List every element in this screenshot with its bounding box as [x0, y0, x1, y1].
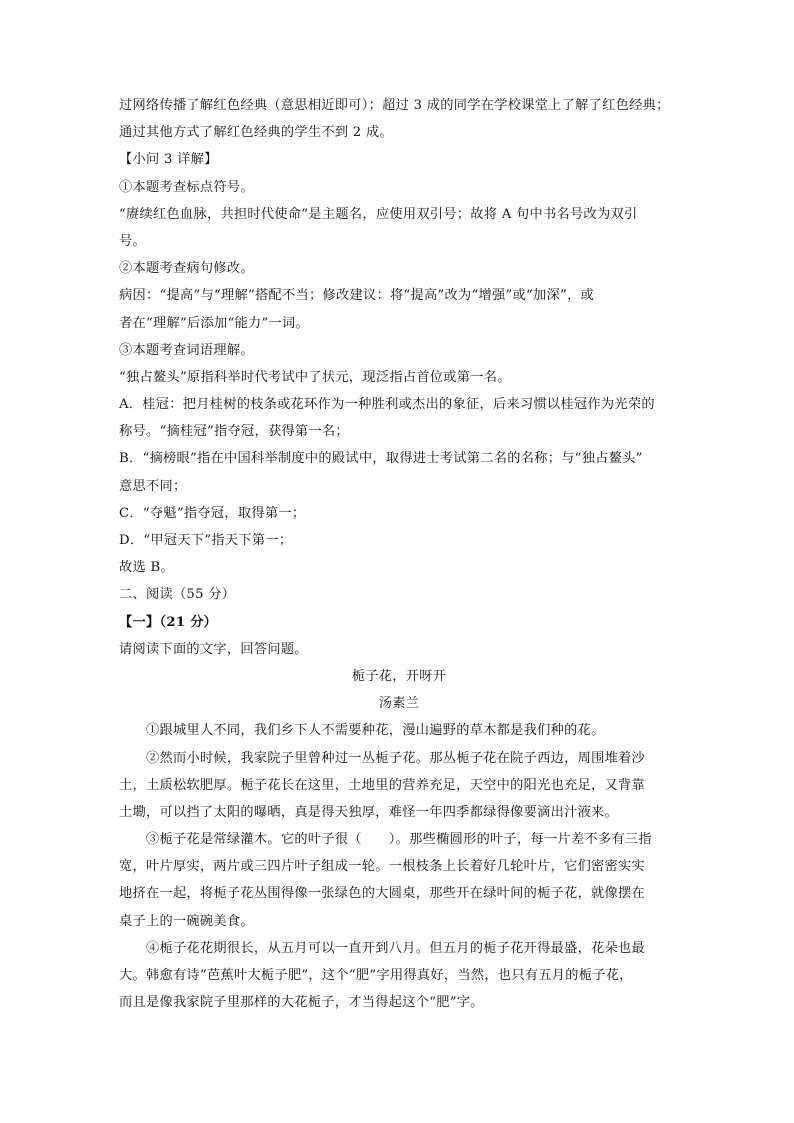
article-paragraph-line: 土墈，可以挡了太阳的曝晒，真是得天独厚，难怪一年四季都绿得像要滴出汁液来。	[119, 804, 619, 820]
answer-text-line: ③本题考查词语理解。	[119, 342, 254, 358]
option-line: D．“甲冠天下”指天下第一；	[119, 533, 293, 548]
article-paragraph-line: 地挤在一起，将栀子花丛围得像一张绿色的大圆桌，那些开在绿叶间的栀子花，就像摆在	[119, 886, 646, 902]
option-line: 称号。“摘桂冠”指夺冠，获得第一名；	[119, 424, 349, 440]
answer-text-line: 病因：“提高”与“理解”搭配不当；修改建议：将“提高”改为“增强”或“加深”，或	[119, 288, 595, 304]
option-line: 意思不同；	[119, 478, 187, 494]
answer-text-line: 者在“理解”后添加“能力”一词。	[119, 315, 310, 331]
article-paragraph-line: 大。韩愈有诗“芭蕉叶大栀子肥”，这个“肥”字用得真好，当然，也只有五月的栀子花，	[119, 968, 633, 983]
answer-text-line: 过网络传播了解红色经典（意思相近即可）；超过 3 成的同学在学校课堂上了解了红色经典；	[119, 98, 670, 113]
article-title: 栀子花，开呀开	[351, 668, 447, 684]
article-paragraph-line: 宽，叶片厚实，两片或三四片叶子组成一轮。一根枝条上长着好几轮叶片，它们密密实实	[119, 859, 646, 875]
article-author: 汤素兰	[378, 696, 420, 712]
answer-text-line: ①本题考查标点符号。	[119, 179, 254, 195]
option-line: A．桂冠：把月桂树的枝条或花环作为一种胜利或杰出的象征，后来习惯以桂冠作为光荣的	[119, 397, 655, 413]
article-paragraph-line: 土，土质松软肥厚。栀子花长在这里，土地里的营养充足，天空中的阳光也充足，又背靠	[119, 777, 646, 793]
instruction-text: 请阅读下面的文字，回答问题。	[119, 641, 308, 657]
answer-text-line: “赓续红色血脉，共担时代使命”是主题名，应使用双引号；故将 A 句中书名号改为双引	[119, 206, 638, 222]
article-paragraph-line: ①跟城里人不同，我们乡下人不需要种花，漫山遍野的草木都是我们种的花。	[146, 723, 605, 739]
document-page	[119, 92, 679, 1016]
article-paragraph-line: 而且是像我家院子里那样的大花栀子，才当得起这个“肥”字。	[119, 995, 484, 1011]
subsection-heading: 【一】（21 分）	[119, 614, 218, 630]
answer-text-line: 通过其他方式了解红色经典的学生不到 2 成。	[119, 125, 393, 141]
answer-text-line: ②本题考查病句修改。	[119, 261, 254, 277]
option-line: C．“夺魁”指夺冠，取得第一；	[119, 505, 306, 521]
article-paragraph-line: 桌子上的一碗碗美食。	[119, 913, 254, 929]
answer-text-line: 故选 B。	[119, 560, 174, 576]
section-heading: 【小问 3 详解】	[119, 152, 218, 168]
answer-text-line: 号。	[119, 233, 146, 249]
answer-text-line: “独占鳌头”原指科举时代考试中了状元，现泛指占首位或第一名。	[119, 369, 511, 385]
option-line: B．“摘榜眼”指在中国科举制度中的殿试中，取得进士考试第二名的名称；与“独占鳌头”	[119, 451, 643, 467]
article-paragraph-line: ②然而小时候，我家院子里曾种过一丛栀子花。那丛栀子花在院子西边，周围堆着沙	[146, 750, 646, 766]
section-heading: 二、阅读（55 分）	[119, 587, 236, 603]
article-paragraph-line: ④栀子花花期很长，从五月可以一直开到八月。但五月的栀子花开得最盛，花朵也最	[146, 940, 646, 956]
article-paragraph-line: ③栀子花是常绿灌木。它的叶子很（ ）。那些椭圆形的叶子，每一片差不多有三指	[146, 832, 652, 848]
